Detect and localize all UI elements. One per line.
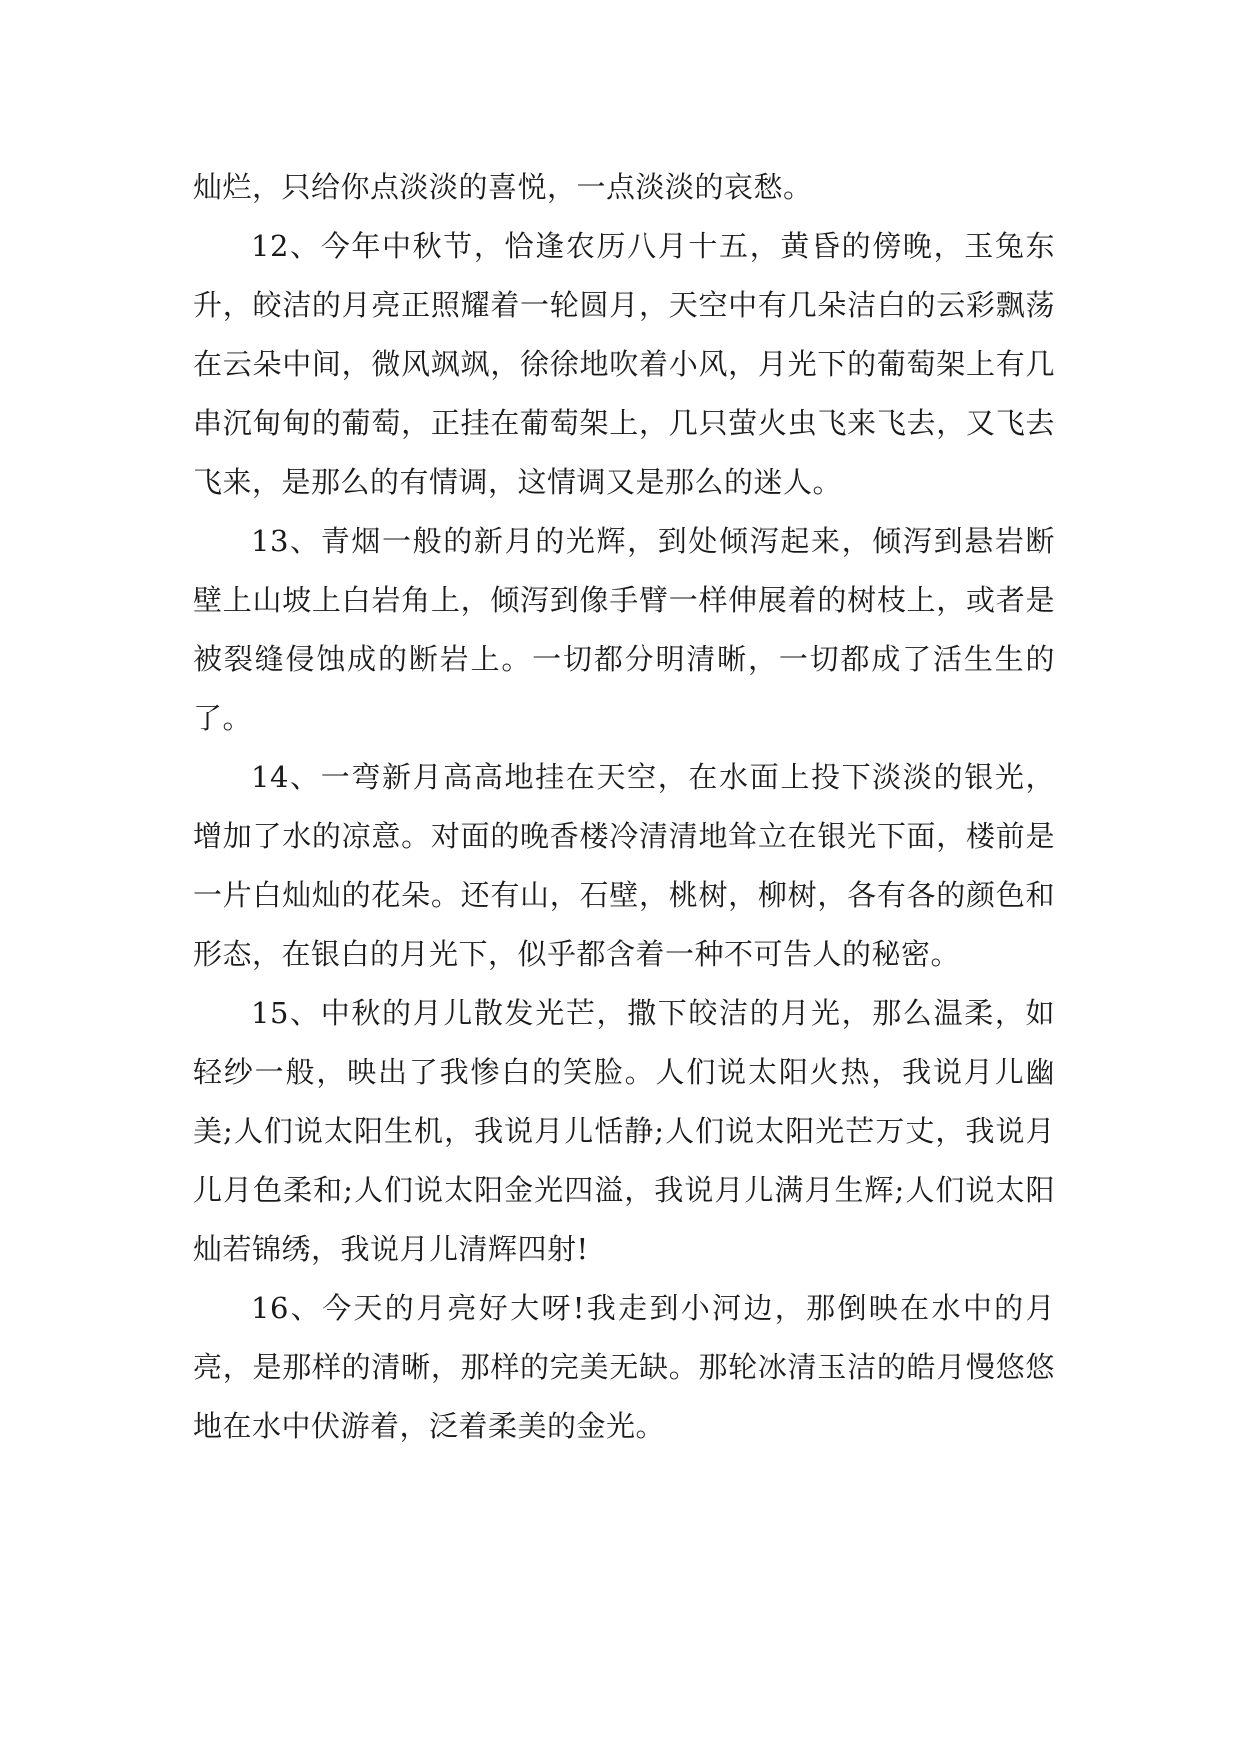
paragraph-continuation: 灿烂，只给你点淡淡的喜悦，一点淡淡的哀愁。 — [193, 170, 813, 204]
paragraph-14: 14、一弯新月高高地挂在天空，在水面上投下淡淡的银光，增加了水的凉意。对面的晚香楼冷清清地耸立在银光下面，楼前是一片白灿灿的花朵。还有山，石壁，桃树，柳树，各有各的颜色和形态，在银白的月光下，似乎都含着一种不可告人的秘密。 — [193, 760, 1055, 971]
document-body — [193, 158, 1055, 1456]
paragraph-12: 12、今年中秋节，恰逢农历八月十五，黄昏的傍晚，玉兔东升，皎洁的月亮正照耀着一轮圆月，天空中有几朵洁白的云彩飘荡在云朵中间，微风飒飒，徐徐地吹着小风，月光下的葡萄架上有几串沉甸甸的葡萄，正挂在葡萄架上，几只萤火虫飞来飞去，又飞去飞来，是那么的有情调，这情调又是那么的迷人。 — [193, 229, 1055, 499]
paragraph-13: 13、青烟一般的新月的光辉，到处倾泻起来，倾泻到悬岩断壁上山坡上白岩角上，倾泻到像手臂一样伸展着的树枝上，或者是被裂缝侵蚀成的断岩上。一切都分明清晰，一切都成了活生生的了。 — [193, 524, 1055, 735]
paragraph-16: 16、今天的月亮好大呀!我走到小河边，那倒映在水中的月亮，是那样的清晰，那样的完美无缺。那轮冰清玉洁的皓月慢悠悠地在水中伏游着，泛着柔美的金光。 — [193, 1291, 1055, 1443]
paragraph-15: 15、中秋的月儿散发光芒，撒下皎洁的月光，那么温柔，如轻纱一般，映出了我惨白的笑脸。人们说太阳火热，我说月儿幽美;人们说太阳生机，我说月儿恬静;人们说太阳光芒万丈，我说月儿月色柔和;人们说太阳金光四溢，我说月儿满月生辉;人们说太阳灿若锦绣，我说月儿清辉四射! — [193, 996, 1055, 1266]
